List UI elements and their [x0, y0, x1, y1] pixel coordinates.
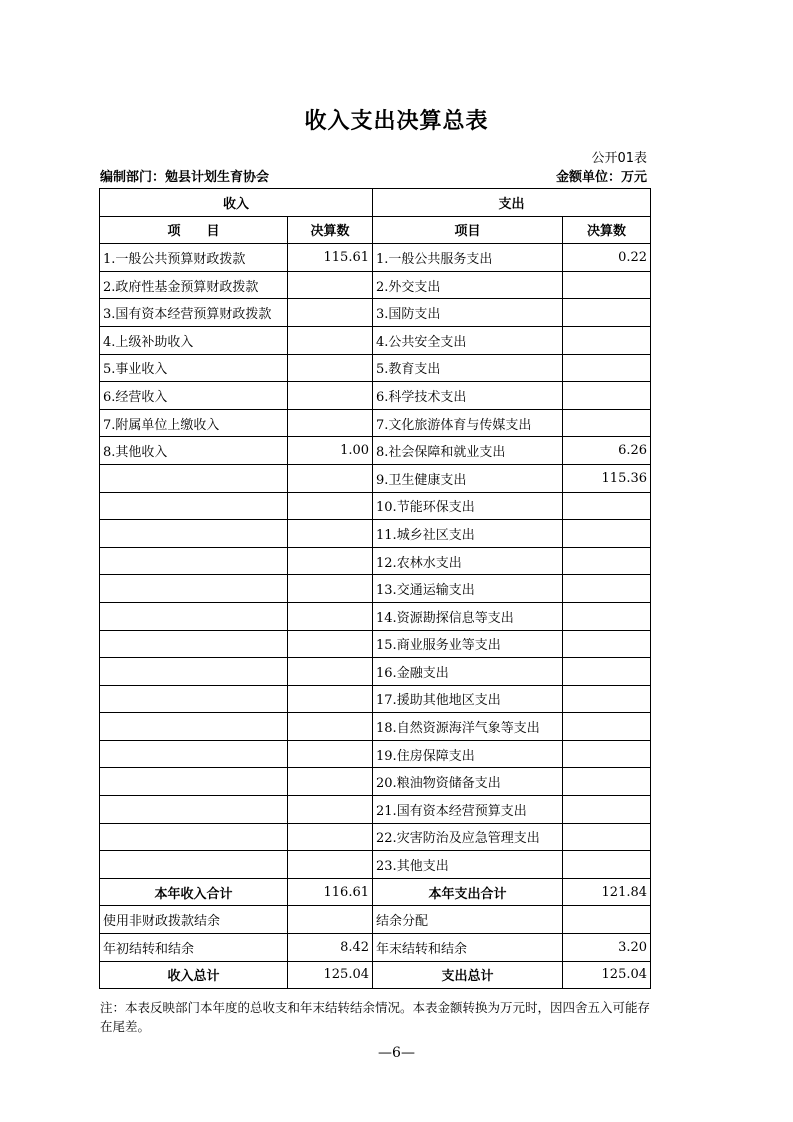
expense-item-cell: 1.一般公共服务支出 [373, 244, 563, 272]
income-item-cell: 5.事业收入 [100, 354, 288, 382]
income-value-cell [288, 685, 373, 713]
table-row [100, 464, 651, 492]
expense-value-cell [563, 658, 651, 686]
expense-item-cell: 4.公共安全支出 [373, 326, 563, 354]
expense-item-cell: 9.卫生健康支出 [373, 464, 563, 492]
table-row [100, 768, 651, 796]
income-value-cell [288, 768, 373, 796]
expense-item-cell: 13.交通运输支出 [373, 575, 563, 603]
income-value-cell [288, 382, 373, 410]
income-item-cell [100, 740, 288, 768]
expense-item-cell: 2.外交支出 [373, 271, 563, 299]
income-value-cell [288, 409, 373, 437]
table-row [100, 520, 651, 548]
income-value-cell: 1.00 [288, 437, 373, 465]
header-row-sections [100, 189, 651, 217]
end-carry-value: 3.20 [563, 934, 651, 962]
income-value-cell [288, 299, 373, 327]
expense-value-cell [563, 685, 651, 713]
carry-row [100, 934, 651, 962]
page-title: 收入支出决算总表 [304, 109, 489, 134]
table-code: 公开01表 [591, 151, 647, 166]
expense-value-cell [563, 354, 651, 382]
table-row [100, 685, 651, 713]
expense-item-cell: 7.文化旅游体育与传媒支出 [373, 409, 563, 437]
income-amount-header: 决算数 [288, 216, 373, 244]
income-item-cell [100, 713, 288, 741]
expense-item-cell: 3.国防支出 [373, 299, 563, 327]
income-value-cell [288, 271, 373, 299]
income-value-cell [288, 851, 373, 879]
non-fiscal-label: 使用非财政拨款结余 [100, 906, 288, 934]
income-value-cell [288, 326, 373, 354]
expense-item-cell: 17.援助其他地区支出 [373, 685, 563, 713]
expense-item-cell: 5.教育支出 [373, 354, 563, 382]
expense-total-value: 125.04 [563, 961, 651, 989]
income-item-cell [100, 685, 288, 713]
expense-value-cell [563, 326, 651, 354]
expense-item-cell: 12.农林水支出 [373, 547, 563, 575]
table-row [100, 851, 651, 879]
expense-item-cell: 15.商业服务业等支出 [373, 630, 563, 658]
expense-value-cell: 6.26 [563, 437, 651, 465]
expense-item-cell: 8.社会保障和就业支出 [373, 437, 563, 465]
expense-total-label: 支出总计 [373, 961, 563, 989]
non-fiscal-row [100, 906, 651, 934]
income-value-cell [288, 520, 373, 548]
begin-carry-value: 8.42 [288, 934, 373, 962]
expense-item-cell: 6.科学技术支出 [373, 382, 563, 410]
income-value-cell [288, 823, 373, 851]
page-number: —6— [378, 1045, 415, 1061]
table-row [100, 271, 651, 299]
table-row [100, 575, 651, 603]
expense-value-cell [563, 740, 651, 768]
expense-item-cell: 11.城乡社区支出 [373, 520, 563, 548]
expense-value-cell [563, 492, 651, 520]
income-total-label: 收入总计 [100, 961, 288, 989]
income-item-cell: 4.上级补助收入 [100, 326, 288, 354]
table-row [100, 354, 651, 382]
begin-carry-label: 年初结转和结余 [100, 934, 288, 962]
income-item-cell: 1.一般公共预算财政拨款 [100, 244, 288, 272]
unit-label: 金额单位：万元 [555, 170, 647, 185]
expense-value-cell [563, 851, 651, 879]
table-row [100, 630, 651, 658]
income-item-cell [100, 464, 288, 492]
income-item-cell: 7.附属单位上缴收入 [100, 409, 288, 437]
expense-value-cell [563, 630, 651, 658]
year-income-value: 116.61 [288, 878, 373, 906]
income-item-cell [100, 547, 288, 575]
expense-value-cell [563, 823, 651, 851]
income-value-cell [288, 796, 373, 824]
income-value-cell [288, 740, 373, 768]
end-carry-label: 年末结转和结余 [373, 934, 563, 962]
income-value-cell [288, 630, 373, 658]
income-item-cell [100, 851, 288, 879]
expense-item-cell: 23.其他支出 [373, 851, 563, 879]
income-item-cell [100, 492, 288, 520]
income-item-cell: 6.经营收入 [100, 382, 288, 410]
income-total-value: 125.04 [288, 961, 373, 989]
income-item-cell [100, 602, 288, 630]
grand-total-row [100, 961, 651, 989]
income-item-cell: 2.政府性基金预算财政拨款 [100, 271, 288, 299]
income-item-cell [100, 575, 288, 603]
table-row [100, 326, 651, 354]
table-row [100, 244, 651, 272]
table-row [100, 796, 651, 824]
expense-item-cell: 18.自然资源海洋气象等支出 [373, 713, 563, 741]
income-item-cell: 8.其他收入 [100, 437, 288, 465]
department-label: 编制部门：勉县计划生育协会 [100, 170, 270, 185]
expense-value-cell [563, 271, 651, 299]
income-value-cell [288, 464, 373, 492]
income-value-cell [288, 354, 373, 382]
expense-value-cell [563, 602, 651, 630]
income-value-cell [288, 713, 373, 741]
header-row-columns [100, 216, 651, 244]
table-row [100, 547, 651, 575]
expense-item-cell: 16.金融支出 [373, 658, 563, 686]
expense-value-cell [563, 409, 651, 437]
income-item-cell [100, 630, 288, 658]
year-total-row [100, 878, 651, 906]
expense-item-header: 项目 [373, 216, 563, 244]
expense-item-cell: 14.资源勘探信息等支出 [373, 602, 563, 630]
expense-value-cell: 0.22 [563, 244, 651, 272]
income-item-cell [100, 823, 288, 851]
expense-value-cell [563, 520, 651, 548]
expense-value-cell [563, 299, 651, 327]
expense-value-cell [563, 547, 651, 575]
income-value-cell [288, 575, 373, 603]
expense-value-cell [563, 382, 651, 410]
income-item-cell [100, 520, 288, 548]
expense-amount-header: 决算数 [563, 216, 651, 244]
expense-item-cell: 10.节能环保支出 [373, 492, 563, 520]
non-fiscal-value [288, 906, 373, 934]
table-row [100, 713, 651, 741]
expense-value-cell: 115.36 [563, 464, 651, 492]
income-section-header: 收入 [100, 189, 373, 217]
income-value-cell [288, 658, 373, 686]
expense-item-cell: 20.粮油物资储备支出 [373, 768, 563, 796]
income-item-cell [100, 796, 288, 824]
expense-item-cell: 21.国有资本经营预算支出 [373, 796, 563, 824]
table-row [100, 740, 651, 768]
income-item-cell: 3.国有资本经营预算财政拨款 [100, 299, 288, 327]
year-expense-value: 121.84 [563, 878, 651, 906]
table-row [100, 299, 651, 327]
table-row [100, 409, 651, 437]
expense-item-cell: 22.灾害防治及应急管理支出 [373, 823, 563, 851]
year-income-label: 本年收入合计 [100, 878, 288, 906]
surplus-dist-label: 结余分配 [373, 906, 563, 934]
table-row [100, 437, 651, 465]
expense-value-cell [563, 575, 651, 603]
income-value-cell [288, 492, 373, 520]
income-item-header: 项 目 [100, 216, 288, 244]
income-item-cell [100, 768, 288, 796]
income-value-cell [288, 547, 373, 575]
table-row [100, 823, 651, 851]
income-item-cell [100, 658, 288, 686]
table-row [100, 602, 651, 630]
expense-value-cell [563, 796, 651, 824]
expense-section-header: 支出 [373, 189, 651, 217]
expense-item-cell: 19.住房保障支出 [373, 740, 563, 768]
income-value-cell [288, 602, 373, 630]
table-row [100, 492, 651, 520]
table-row [100, 382, 651, 410]
expense-value-cell [563, 768, 651, 796]
year-expense-label: 本年支出合计 [373, 878, 563, 906]
footnote: 注：本表反映部门本年度的总收支和年末结转结余情况。本表金额转换为万元时，因四舍五入可能存在尾差。 [100, 1000, 651, 1034]
income-value-cell: 115.61 [288, 244, 373, 272]
table-row [100, 658, 651, 686]
surplus-dist-value [563, 906, 651, 934]
expense-value-cell [563, 713, 651, 741]
budget-table [99, 188, 651, 989]
